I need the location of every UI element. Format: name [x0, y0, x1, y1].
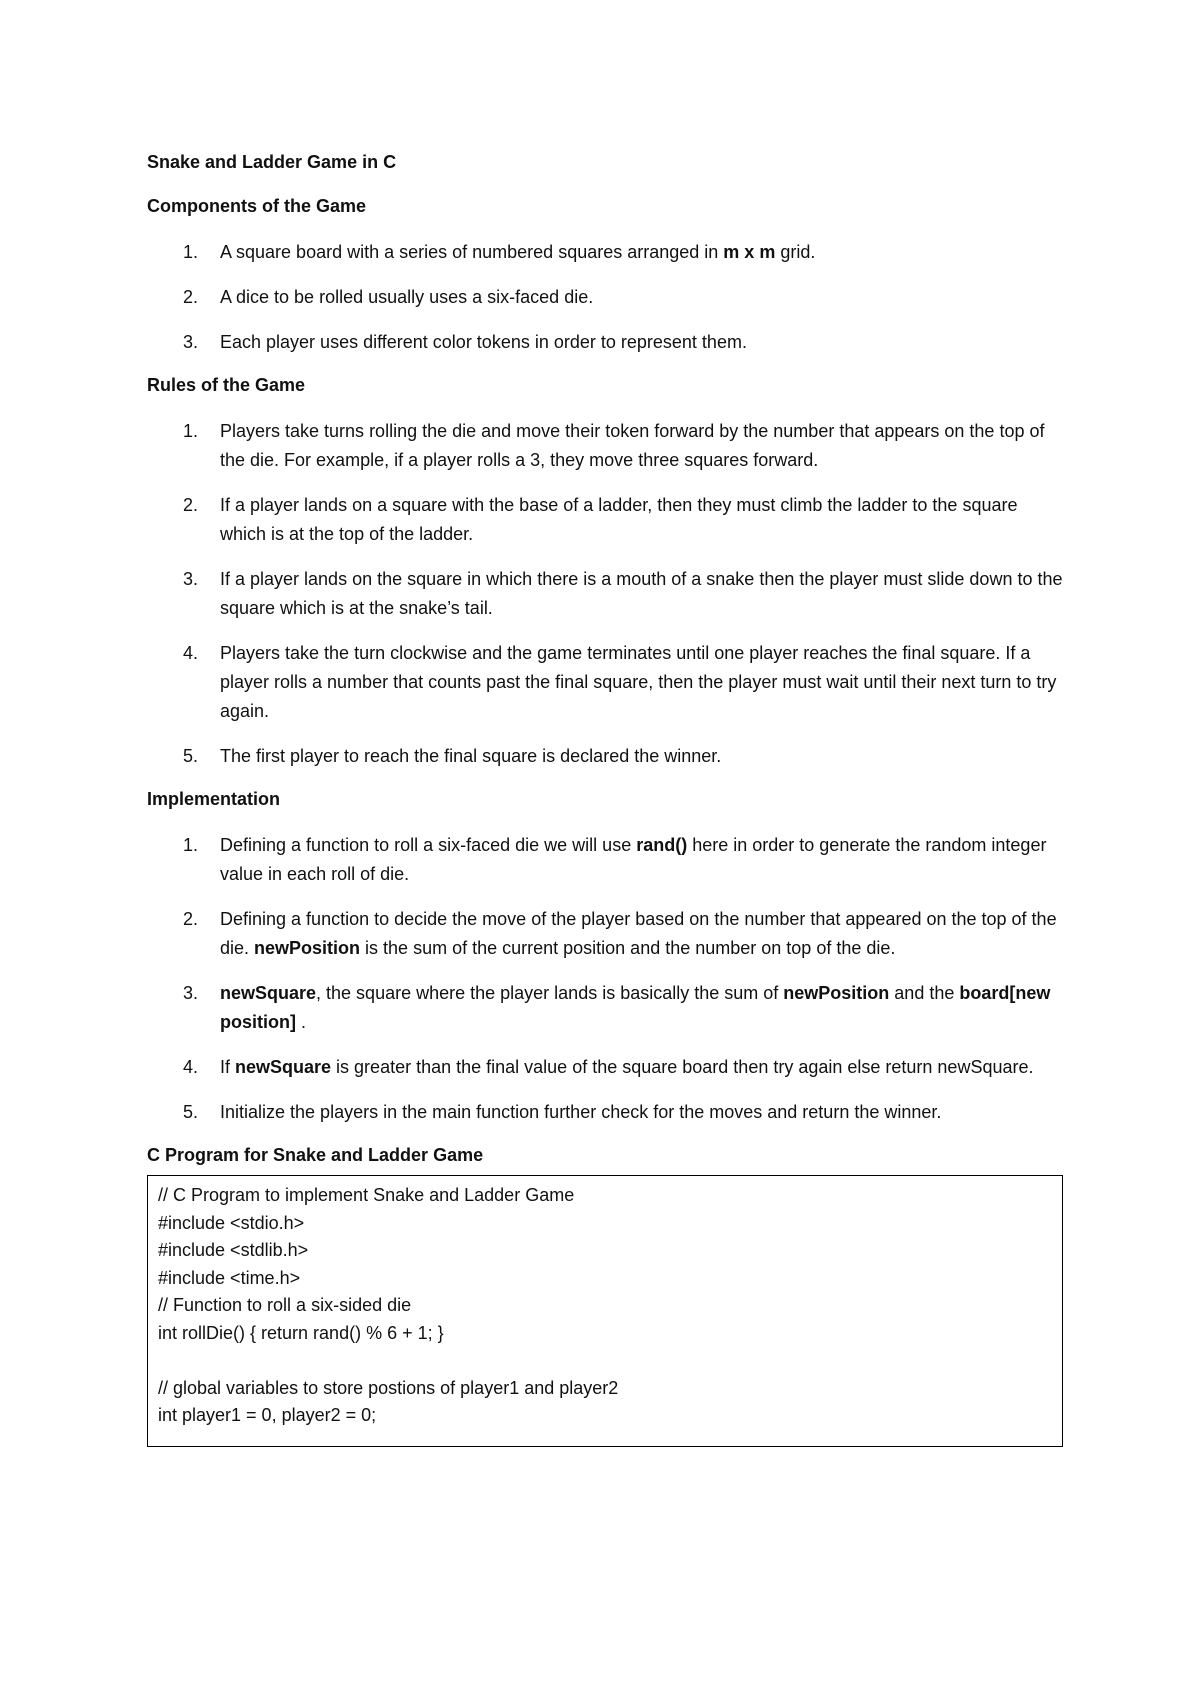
bold-term: board[new position]	[220, 983, 1051, 1032]
list-item-number: 5.	[183, 1102, 199, 1122]
program-heading: C Program for Snake and Ladder Game	[147, 1145, 484, 1165]
list-item	[147, 831, 1067, 889]
list-item	[147, 283, 1067, 312]
list-item-number: 1.	[183, 421, 199, 441]
list-item	[147, 742, 1067, 771]
list-item-number: 3.	[183, 569, 199, 589]
text-run: Each player uses different color tokens in order to represent them.	[220, 332, 747, 352]
list-item-text	[220, 742, 1067, 771]
list-item-number: 2.	[183, 495, 199, 515]
text-run: If	[220, 1057, 236, 1077]
list-item-text	[220, 1053, 1067, 1082]
text-run: Defining a function to decide the move of the player based on the number that appeared on the top of the die.	[220, 909, 1057, 958]
code-block	[147, 1175, 1063, 1447]
code-line: // C Program to implement Snake and Ladder Game	[158, 1185, 575, 1205]
list-item	[147, 491, 1067, 549]
list-item	[147, 639, 1067, 726]
list-item-text	[220, 1098, 1067, 1127]
text-run: The first player to reach the final square is declared the winner.	[220, 746, 722, 766]
bold-term: newSquare	[220, 983, 317, 1003]
text-run: A square board with a series of numbered squares arranged in	[220, 242, 724, 262]
rules-list	[147, 417, 1067, 771]
list-item-text	[220, 831, 1067, 889]
code-line: int rollDie() { return rand() % 6 + 1; }	[158, 1322, 444, 1343]
list-item	[147, 238, 1067, 267]
code-line: #include <stdlib.h>	[158, 1240, 309, 1260]
rules-heading: Rules of the Game	[147, 375, 306, 395]
text-run: Defining a function to roll a six-faced die we will use	[220, 835, 637, 855]
list-item-text	[220, 905, 1067, 963]
list-item-number: 2.	[183, 909, 199, 929]
text-run: A dice to be rolled usually uses a six-faced die.	[220, 287, 594, 307]
text-run: If a player lands on a square with the base of a ladder, then they must climb the ladder to the square which is at the top of the ladder.	[220, 495, 1018, 544]
implementation-list	[147, 831, 1067, 1127]
bold-term: m x m	[723, 242, 776, 262]
bold-term: rand()	[636, 835, 688, 855]
list-item	[147, 417, 1067, 475]
bold-term: newSquare	[235, 1057, 332, 1077]
text-run: is greater than the final value of the square board then try again else return newSquare.	[331, 1057, 1034, 1077]
code-line: int player1 = 0, player2 = 0;	[158, 1405, 377, 1425]
list-item	[147, 905, 1067, 963]
list-item-text	[220, 283, 1067, 312]
text-run: is the sum of the current position and the number on top of the die.	[360, 938, 896, 958]
code-line: #include <stdio.h>	[158, 1212, 305, 1233]
list-item-text	[220, 565, 1067, 623]
list-item-number: 5.	[183, 746, 199, 766]
text-run: If a player lands on the square in which there is a mouth of a snake then the player must slide down to the square which is at the snake’s tail.	[220, 569, 1063, 618]
text-run: Players take the turn clockwise and the game terminates until one player reaches the final square. If a player rolls a number that counts past the final square, then the player must wait until their next turn to try again.	[220, 643, 1057, 721]
list-item	[147, 1053, 1067, 1082]
document-content	[147, 150, 1067, 1447]
list-item-number: 3.	[183, 983, 199, 1003]
list-item-number: 1.	[183, 835, 199, 855]
list-item	[147, 328, 1067, 357]
list-item-text	[220, 491, 1067, 549]
list-item-text	[220, 639, 1067, 726]
text-run: .	[295, 1012, 306, 1032]
code-line: #include <time.h>	[158, 1267, 301, 1288]
text-run: Players take turns rolling the die and move their token forward by the number that appears on the top of the die. For example, if a player rolls a 3, they move three squares forward.	[220, 421, 1045, 470]
list-item	[147, 979, 1067, 1037]
text-run: here in order to generate the random integer value in each roll of die.	[220, 835, 1047, 884]
code-line	[158, 1347, 1052, 1375]
text-run: and the	[889, 983, 960, 1003]
components-list	[147, 238, 1067, 357]
list-item-number: 4.	[183, 1057, 199, 1077]
list-item-text	[220, 979, 1067, 1037]
bold-term: newPosition	[254, 938, 361, 958]
code-line: // Function to roll a six-sided die	[158, 1295, 412, 1315]
list-item	[147, 565, 1067, 623]
list-item-number: 1.	[183, 242, 199, 262]
document-title: Snake and Ladder Game in C	[147, 152, 397, 172]
list-item-text	[220, 417, 1067, 475]
list-item-number: 4.	[183, 643, 199, 663]
components-heading: Components of the Game	[147, 196, 367, 216]
text-run: , the square where the player lands is basically the sum of	[316, 983, 784, 1003]
list-item	[147, 1098, 1067, 1127]
list-item-text	[220, 238, 1067, 267]
implementation-heading: Implementation	[147, 789, 281, 809]
list-item-text	[220, 328, 1067, 357]
text-run: grid.	[775, 242, 816, 262]
text-run: Initialize the players in the main function further check for the moves and return the winner.	[220, 1102, 942, 1122]
list-item-number: 3.	[183, 332, 199, 352]
list-item-number: 2.	[183, 287, 199, 307]
code-line: // global variables to store postions of player1 and player2	[158, 1377, 619, 1398]
bold-term: newPosition	[783, 983, 890, 1003]
